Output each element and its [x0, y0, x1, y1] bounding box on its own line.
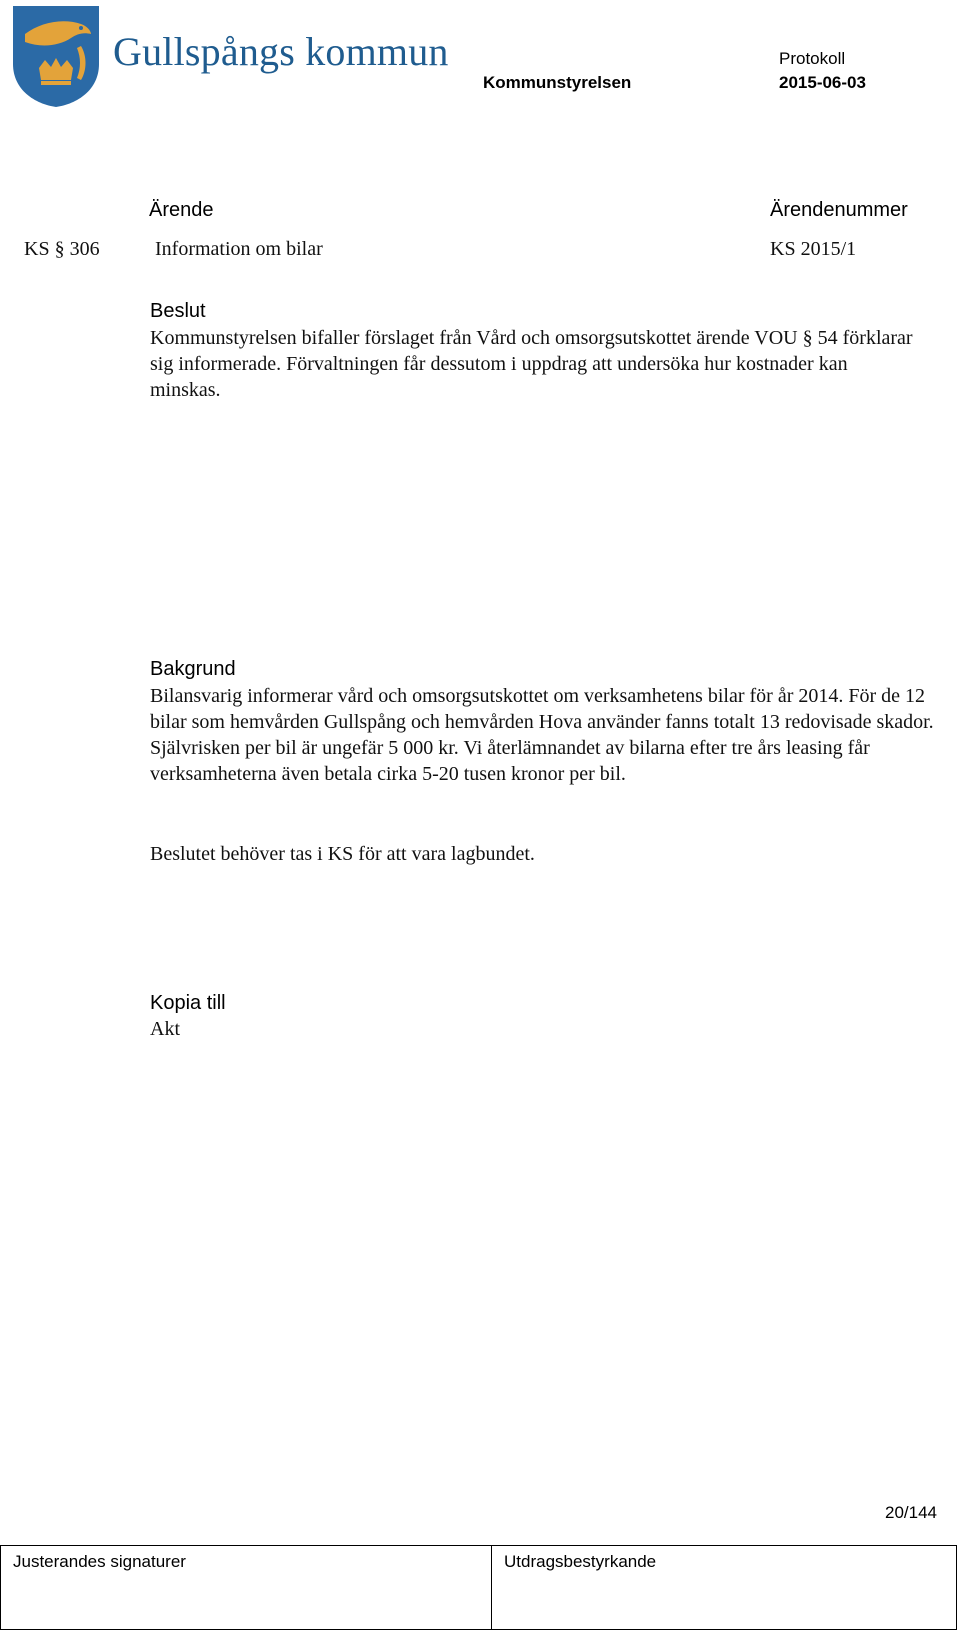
case-number: KS 2015/1: [770, 238, 857, 260]
committee-name: Kommunstyrelsen: [483, 73, 632, 92]
signature-box: [0, 1545, 957, 1630]
bakgrund-text: Bilansvarig informerar vård och omsorgsutskottet om verksamhetens bilar för år 2014. För de 12 bilar som hemvården Gullspång och hemvården Hova använder fanns totalt 13 redovisade skador. Självrisken per bil är ungefär 5 000 kr. Vi återlämnandet av bilarna efter tre års leasing får verksamheterna även betala cirka 5-20 tusen kronor per bil.: [150, 685, 934, 785]
extract-certification-label: Utdragsbestyrkande: [504, 1552, 657, 1571]
bakgrund-note: Beslutet behöver tas i KS för att vara lagbundet.: [150, 843, 535, 865]
document-type: Protokoll: [779, 49, 846, 68]
meeting-date: 2015-06-03: [779, 73, 866, 92]
beslut-text: Kommunstyrelsen bifaller förslaget från Vård och omsorgsutskottet ärende VOU § 54 förklarar sig informerade. Förvaltningen får dessutom i uppdrag att undersöka hur kostnader kan minskas.: [150, 327, 913, 401]
page-number: 20/144: [885, 1503, 937, 1522]
kopia-recipient: Akt: [150, 1018, 180, 1040]
case-title: Information om bilar: [155, 238, 323, 260]
signatures-label: Justerandes signaturer: [13, 1552, 186, 1571]
kopia-heading: Kopia till: [150, 992, 226, 1014]
municipal-crest-logo: [11, 4, 101, 108]
arende-label: Ärende: [149, 199, 214, 221]
bakgrund-heading: Bakgrund: [150, 658, 236, 680]
arendenummer-label: Ärendenummer: [770, 199, 908, 221]
organization-name: Gullspångs kommun: [113, 29, 449, 74]
beslut-heading: Beslut: [150, 300, 206, 322]
signature-box-divider: [491, 1546, 492, 1629]
case-paragraph: KS § 306: [24, 238, 100, 260]
